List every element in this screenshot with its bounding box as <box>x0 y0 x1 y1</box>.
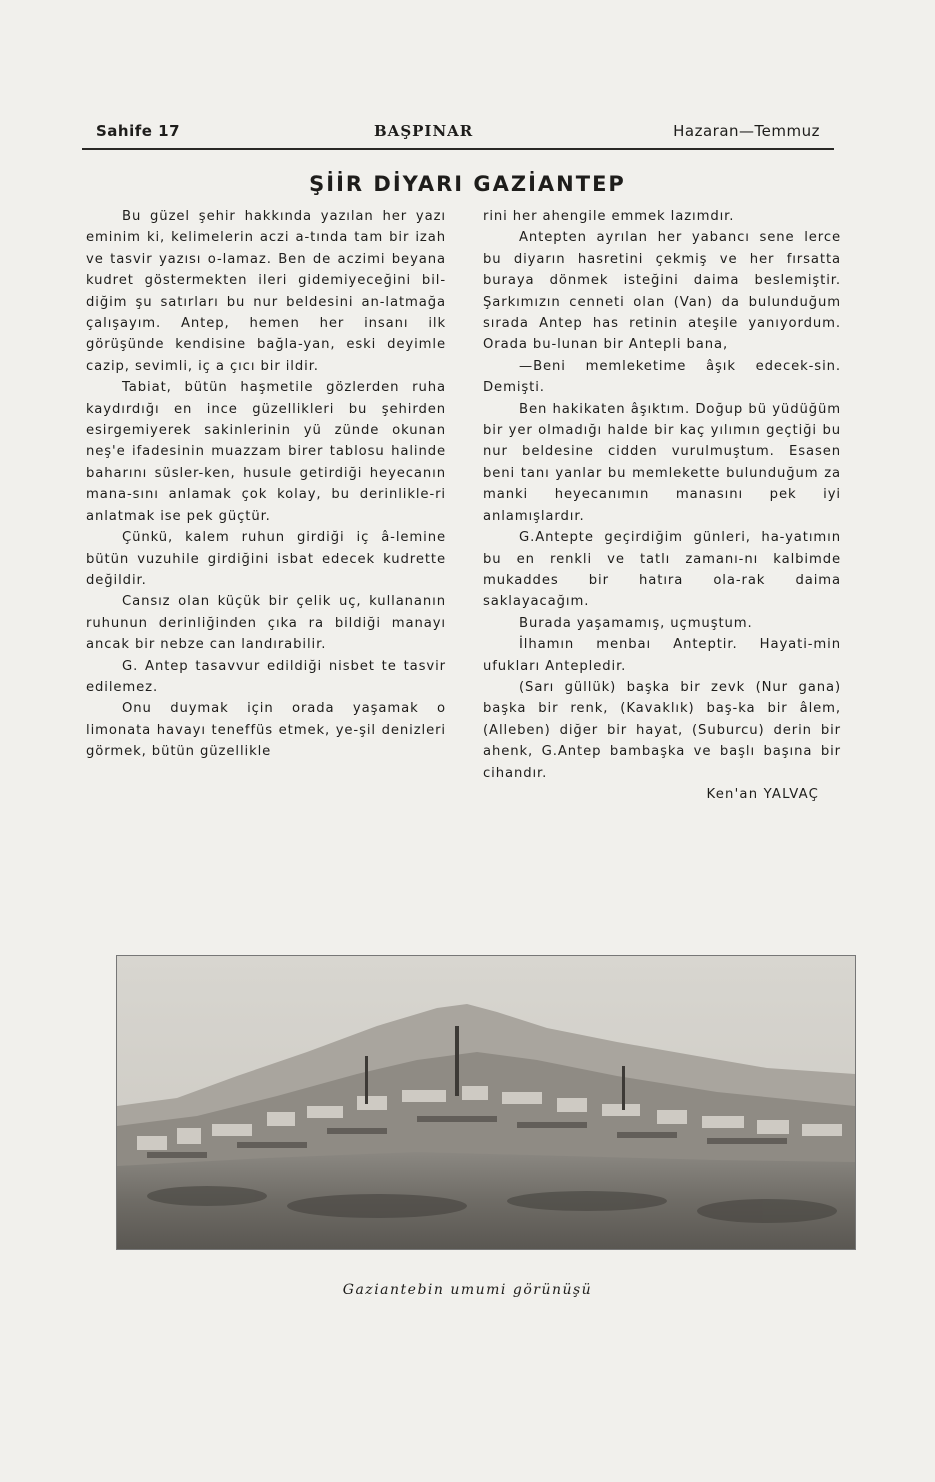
paragraph: Ben hakikaten âşıktım. Doğup bü yüdüğüm bir yer olmadığı halde bir kaç yılımın geçtiği bu nur beldesine cidden vurulmuştum. Esasen beni tanı yanlar bu memlekette bulunduğum za manki heyecanımın manasını pek iyi anlamışlardır. <box>483 401 841 524</box>
paragraph: (Sarı güllük) başka bir zevk (Nur gana) başka bir renk, (Kavaklık) baş-ka bir âlem, (Alleben) diğer bir hayat, (Suburcu) derin bir ahenk, G.Antep bambaşka ve başlı başına bir cihandır. <box>483 679 841 781</box>
paragraph: Burada yaşamamış, uçmuştum. <box>519 615 753 631</box>
paragraph: Çünkü, kalem ruhun girdiği iç â-lemine bütün vuzuhile girdiğini isbat edecek kudrette değildir. <box>86 530 446 588</box>
paragraph: Bu güzel şehir hakkında yazılan her yazı eminim ki, kelimelerin aczi a-tında tam bir izah ve tasvir yazısı o-lamaz. Ben de aczimi beyana kudret göstermekten ileri gidemiyeceğini bil-diğim şu satırları bu nur beldesini an-latmağa çalışayım. Antep, hemen her insanı ilk görüşünde kendisine bağla-yan, eski deyimle cazip, sevimli, iç a çıcı bir ildir. <box>86 209 446 374</box>
paragraph: İlhamın menbaı Anteptir. Hayati-min ufukları Antepledir. <box>483 637 841 674</box>
city-panorama-photo <box>116 955 856 1250</box>
paragraph: Cansız olan küçük bir çelik uç, kullananın ruhunun derinliğinden çıka ra bildiği manayı ancak bir nebze can landırabilir. <box>86 594 446 653</box>
paragraph: G. Antep tasavvur edildiği nisbet te tasvir edilemez. <box>86 658 446 695</box>
paragraph: rini her ahengile emmek lazımdır. <box>483 209 735 224</box>
page-number: Sahife 17 <box>96 122 181 140</box>
photo-caption: Gaziantebin umumi görünüşü <box>342 1282 593 1298</box>
paragraph: G.Antepte geçirdiğim günleri, ha-yatımın bu en renkli ve tatlı zamanı-nı kalbimde mukaddes bir hatıra ola-rak daima saklayacağım. <box>483 530 841 610</box>
paragraph: Antepten ayrılan her yabancı sene lerce bu diyarın hasretini çekmiş ve her fırsatta buraya dönmek isteğini daima beslemiştir. Şarkımızın cenneti olan (Van) da bulunduğum sırada Antep has retinin ateşile yanıyordum. Orada bu-lunan bir Antepli bana, <box>483 230 841 353</box>
page-header <box>82 120 834 150</box>
paragraph: Onu duymak için orada yaşamak o limonata havayı teneffüs etmek, ye-şil denizleri görmek, bütün güzellikle <box>86 701 446 760</box>
paragraph: Tabiat, bütün haşmetile gözlerden ruha kaydırdığı en ince güzellikleri bu şehirden esirgemiyerek sakinlerinin yü zünde okunan neş'e ifadesinin muazzam birer tablosu halinde baharını süsler-ken, husule getirdiği heyecanın mana-sını anlamak çok kolay, bu derinlikle-ri anlatmak ise pek güçtür. <box>86 380 446 524</box>
article-column-left <box>86 206 446 763</box>
issue-date: Hazaran—Temmuz <box>673 122 820 140</box>
article-column-right <box>483 206 841 805</box>
journal-name: BAŞPINAR <box>374 122 474 140</box>
article-title: ŞİİR DİYARI GAZİANTEP <box>309 172 626 196</box>
paragraph: —Beni memleketime âşık edecek-sin. Demişti. <box>483 358 841 396</box>
author-signature: Ken'an YALVAÇ <box>706 786 819 802</box>
